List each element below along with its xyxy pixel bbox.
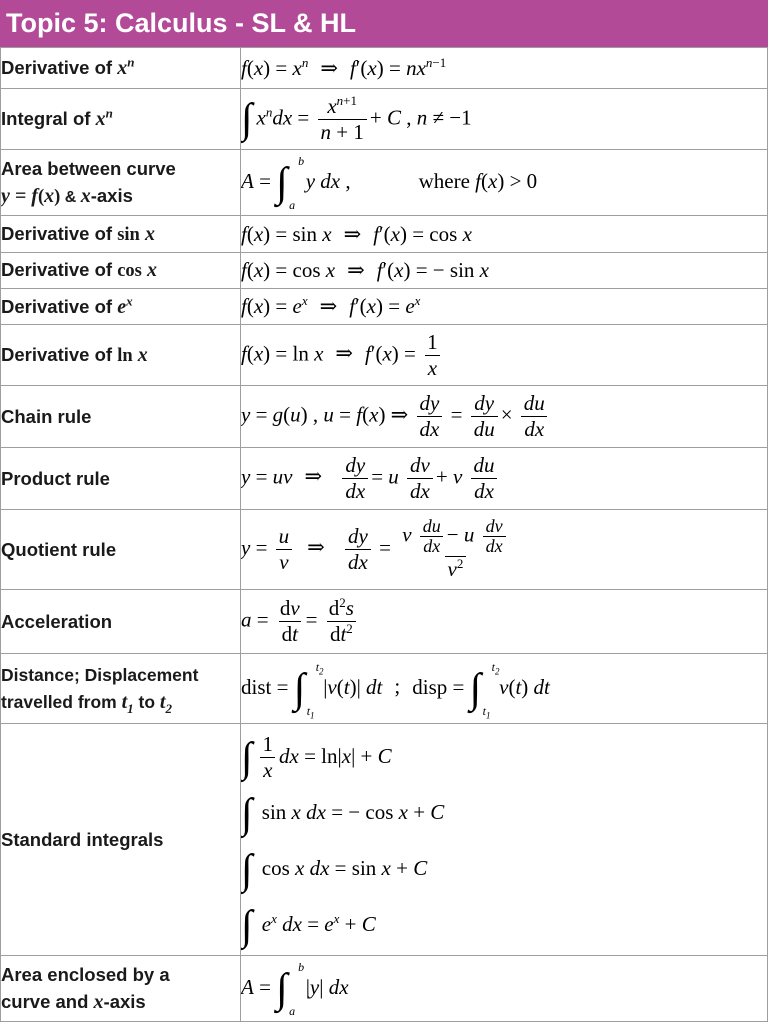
label-text: travelled from (1, 691, 122, 712)
formula-cell (241, 724, 768, 956)
row-label (1, 89, 241, 150)
row-label (1, 654, 241, 724)
row-label: Derivative of sin x (1, 216, 241, 253)
label-text: curve and (1, 991, 94, 1012)
formula-cell: f(x) = ln x ⇒ f′(x) = $\frac{1}{x}$ (241, 325, 768, 386)
formula-cell: dist = ∫ $t_2$ $t_1$ |v(t)| dt ; disp = ∫ $t_2$ $t_1$ v(t) dt (241, 654, 768, 724)
integral-exp: ∫ $e^x$ dx = $e^x + C$ (241, 902, 376, 949)
label-math: $x^n$ (117, 54, 135, 79)
table-row-area-between-curve (1, 150, 768, 216)
integral-cos: ∫ cos x dx = sin x + C (241, 846, 428, 893)
table-row-acceleration (1, 590, 768, 654)
table-row-area-enclosed (1, 956, 768, 1022)
formula-cell: y = g(u) , u = f(x) ⇒ $\frac{dy}{dx}$ = $\frac{dy}{du}$ × $\frac{du}{dx}$ (241, 386, 768, 448)
table-row-derivative-sin (1, 216, 768, 253)
table-row-distance-displacement (1, 654, 768, 724)
label-text-mid: to (133, 691, 160, 712)
row-label: Chain rule (1, 386, 241, 448)
table-row-derivative-cos (1, 253, 768, 289)
formula-cell: $f(x) = e^x$ ⇒ $f'(x) = e^x$ (241, 289, 768, 325)
formula-table (0, 47, 768, 1022)
formula-cell: y = uv ⇒ $\frac{dy}{dx}$ = u $\frac{dv}{dx}$ + v $\frac{du}{dx}$ (241, 448, 768, 510)
formula-cell: f(x) = sin x ⇒ f′(x) = cos x (241, 216, 768, 253)
label-text-end: -axis (103, 991, 146, 1012)
label-text: Derivative of (1, 343, 118, 365)
label-math: $x^n$ (95, 105, 113, 130)
formula-cell: f(x) = cos x ⇒ f′(x) = − sin x (241, 253, 768, 289)
formula-cell: $f(x) = x^n$ ⇒ $f'(x) = nx^{n-1}$ (241, 48, 768, 89)
table-row-chain-rule (1, 386, 768, 448)
row-label: Derivative of ln x (1, 325, 241, 386)
label-text: Integral of (1, 108, 96, 129)
row-label (1, 150, 241, 216)
table-row-product-rule (1, 448, 768, 510)
label-line-1: Area enclosed by a (1, 964, 170, 985)
row-label: Standard integrals (1, 724, 241, 956)
formula-cell: A = ∫ b a |y| dx (241, 956, 768, 1022)
table-row-derivative-ln (1, 325, 768, 386)
label-text: Derivative of (1, 259, 118, 280)
disp-text: disp (412, 674, 448, 699)
page-title: Topic 5: Calculus - SL & HL (0, 0, 768, 47)
formula-cell: y = $\frac{u}{v}$ ⇒ $\frac{dy}{dx}$ = v $\frac{du}{dx}$ − u $\frac{dv}{dx}$ $v^2$ (241, 510, 768, 590)
table-row-integral-xn (1, 89, 768, 150)
label-line-1: Area between curve (1, 157, 176, 179)
formula-cell: a = $\frac{dv}{dt}$ = $\frac{d^2s}{dt^2}$ (241, 590, 768, 654)
dist-text: dist (241, 674, 272, 699)
label-line-1: Distance; Displacement (1, 664, 199, 685)
where-text: where (418, 168, 470, 193)
row-label: Quotient rule (1, 510, 241, 590)
formula-cell: A = ∫ b a y dx , where f(x) > 0 (241, 150, 768, 216)
label-line-2: y = f(x) & x-axis (1, 184, 133, 207)
table-row-derivative-ex (1, 289, 768, 325)
row-label (1, 956, 241, 1022)
integral-sin: ∫ sin x dx = − cos x + C (241, 790, 445, 837)
table-row-standard-integrals (1, 724, 768, 956)
formula-cell: ∫ $x^ndx$ = $\frac{x^{n+1}}{n + 1}$ + C , n ≠ −1 (241, 89, 768, 150)
row-label: Derivative of cos x (1, 253, 241, 289)
label-text: Derivative of (1, 57, 118, 78)
label-line-2: travelled from $t_1$ to $t_2$ (1, 690, 172, 716)
table-row-derivative-xn (1, 48, 768, 89)
table-row-quotient-rule (1, 510, 768, 590)
label-text: Derivative of (1, 295, 118, 317)
row-label: Acceleration (1, 590, 241, 654)
row-label: Product rule (1, 448, 241, 510)
label-text: Derivative of (1, 222, 118, 244)
row-label (1, 48, 241, 89)
label-line-2: curve and x-axis (1, 991, 146, 1013)
integral-reciprocal: ∫ $\frac{1}{x}$ dx = ln|x| + C (241, 732, 392, 783)
row-label: Derivative of $e^x$ (1, 289, 241, 325)
